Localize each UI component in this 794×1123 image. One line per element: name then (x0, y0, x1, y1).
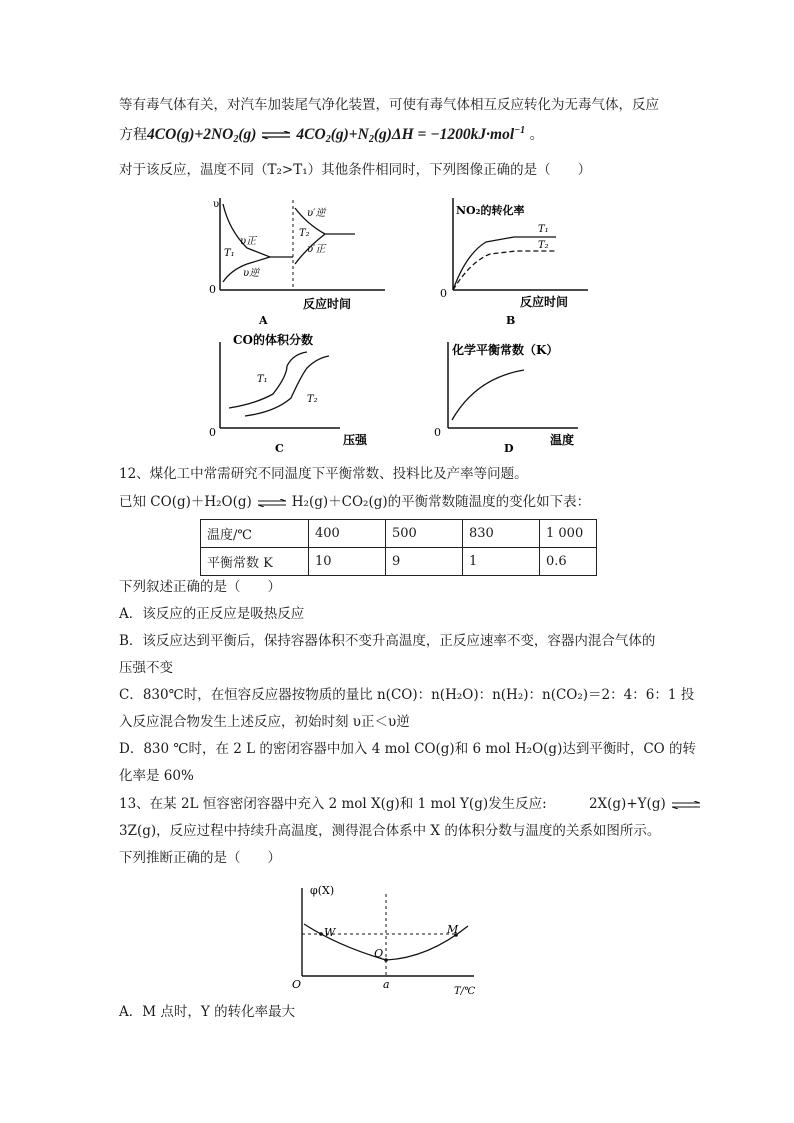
label-t1: T₁ (224, 248, 235, 259)
q12-intro: 12、煤化工中常需研究不同温度下平衡常数、投料比及产率等问题。 (119, 466, 528, 482)
graph-a-caption: A (259, 314, 268, 327)
table-cell: 830 (463, 520, 540, 548)
q12-option-d-line2: 化率是 60% (119, 768, 194, 784)
graph-d-title: 化学平衡常数（K） (452, 343, 559, 357)
equilibrium-arrow-icon (262, 131, 290, 139)
graph-d-caption: D (504, 442, 514, 455)
q13-ylabel: φ(X) (310, 884, 335, 897)
equilibrium-constant-table (200, 519, 597, 576)
graph-c-title: CO的体积分数 (233, 333, 314, 347)
q13-line3: 下列推断正确的是（ ） (119, 850, 281, 866)
equilibrium-arrow-icon (672, 801, 700, 809)
graph-c (195, 328, 395, 458)
table-cell: 1 000 (540, 520, 597, 548)
label-t2: T₂ (299, 228, 310, 239)
label-v-rev-prime: υ′逆 (307, 208, 326, 219)
q13-point-q: Q (374, 947, 384, 960)
table-cell: 0.6 (540, 548, 597, 576)
table-cell: 500 (386, 520, 463, 548)
label-v-fwd-prime: υ′正 (307, 244, 326, 255)
graph-b-t2: T₂ (538, 240, 549, 251)
table-row (201, 548, 597, 576)
graph-b-origin: 0 (440, 287, 447, 300)
label-v-rev: υ逆 (243, 268, 260, 279)
q12-option-a: A．该反应的正反应是吸热反应 (119, 606, 305, 622)
q12-known: 已知 CO(g)＋H₂O(g) H₂(g)＋CO₂(g)的平衡常数随温度的变化如下表： (119, 494, 591, 510)
graph-q13 (288, 880, 488, 1000)
graph-a-ylabel: υ (213, 199, 220, 210)
q12-option-b-line1: B．该反应达到平衡后，保持容器体积不变升高温度，正反应速率不变，容器内混合气体的 (119, 633, 656, 649)
graph-a-origin: 0 (209, 283, 216, 296)
q11-formula: 方程$4CO(g)+2NO_2(g) 4CO_2(g)+N_2(g)\Delta H = -1200kJ\cdot mol^{-1}$ 。 (119, 125, 544, 145)
table-row (201, 520, 597, 548)
table-cell: 9 (386, 548, 463, 576)
graph-d-xlabel: 温度 (550, 433, 575, 447)
q13-option-a: A．M 点时，Y 的转化率最大 (119, 1004, 296, 1020)
graph-c-origin: 0 (209, 426, 216, 439)
q12-option-c-line1: C．830℃时，在恒容反应器按物质的量比 n(CO)：n(H₂O)：n(H₂)：n(CO₂)＝2：4：6：1 投 (119, 687, 695, 703)
q11-line3: 对于该反应，温度不同（T₂>T₁）其他条件相同时，下列图像正确的是（ ） (119, 162, 592, 178)
q12-option-b-line2: 压强不变 (119, 660, 173, 676)
table-cell: 温度/℃ (201, 520, 309, 548)
graph-b-title: NO₂的转化率 (456, 204, 525, 217)
q12-option-d-line1: D．830 ℃时，在 2 L 的密闭容器中加入 4 mol CO(g)和 6 mol H₂O(g)达到平衡时，CO 的转 (119, 741, 697, 757)
q13-tick-a: a (383, 978, 390, 991)
graph-d-origin: 0 (434, 426, 441, 439)
table-cell: 10 (309, 548, 386, 576)
table-cell: 平衡常数 K (201, 548, 309, 576)
q12-option-c-line2: 入反应混合物发生上述反应，初始时刻 υ正＜υ逆 (119, 714, 410, 730)
graph-b-caption: B (506, 314, 516, 327)
q12-question: 下列叙述正确的是（ ） (119, 579, 281, 595)
table-cell: 1 (463, 548, 540, 576)
q13-line2: 3Z(g)，反应过程中持续升高温度，测得混合体系中 X 的体积分数与温度的关系如图所示。 (119, 823, 661, 839)
q13-origin: O (292, 978, 302, 991)
graph-a-xlabel: 反应时间 (303, 297, 352, 311)
equilibrium-arrow-icon (258, 499, 286, 507)
graph-c-xlabel: 压强 (343, 433, 368, 447)
q13-point-w: W (324, 926, 336, 939)
formula-prefix: 方程 (119, 127, 147, 143)
table-cell: 400 (309, 520, 386, 548)
graph-c-caption: C (275, 442, 284, 455)
graph-b-xlabel: 反应时间 (520, 295, 569, 309)
label-v-fwd: υ正 (240, 236, 257, 247)
graph-c-t2: T₂ (307, 394, 318, 405)
graph-c-t1: T₁ (257, 374, 268, 385)
q13-xlabel: T/℃ (454, 986, 476, 997)
q13-point-m: M (447, 923, 459, 936)
graph-d (428, 328, 598, 458)
graph-b (428, 192, 598, 332)
q11-line1: 等有毒气体有关，对汽车加装尾气净化装置，可使有毒气体相互反应转化为无毒气体，反应 (119, 97, 659, 113)
q13-line1: 13、在某 2L 恒容密闭容器中充入 2 mol X(g)和 1 mol Y(g)发生反应: 2X(g)+Y(g) (119, 794, 706, 814)
graph-b-t1: T₁ (538, 224, 549, 235)
graph-a (195, 192, 395, 332)
